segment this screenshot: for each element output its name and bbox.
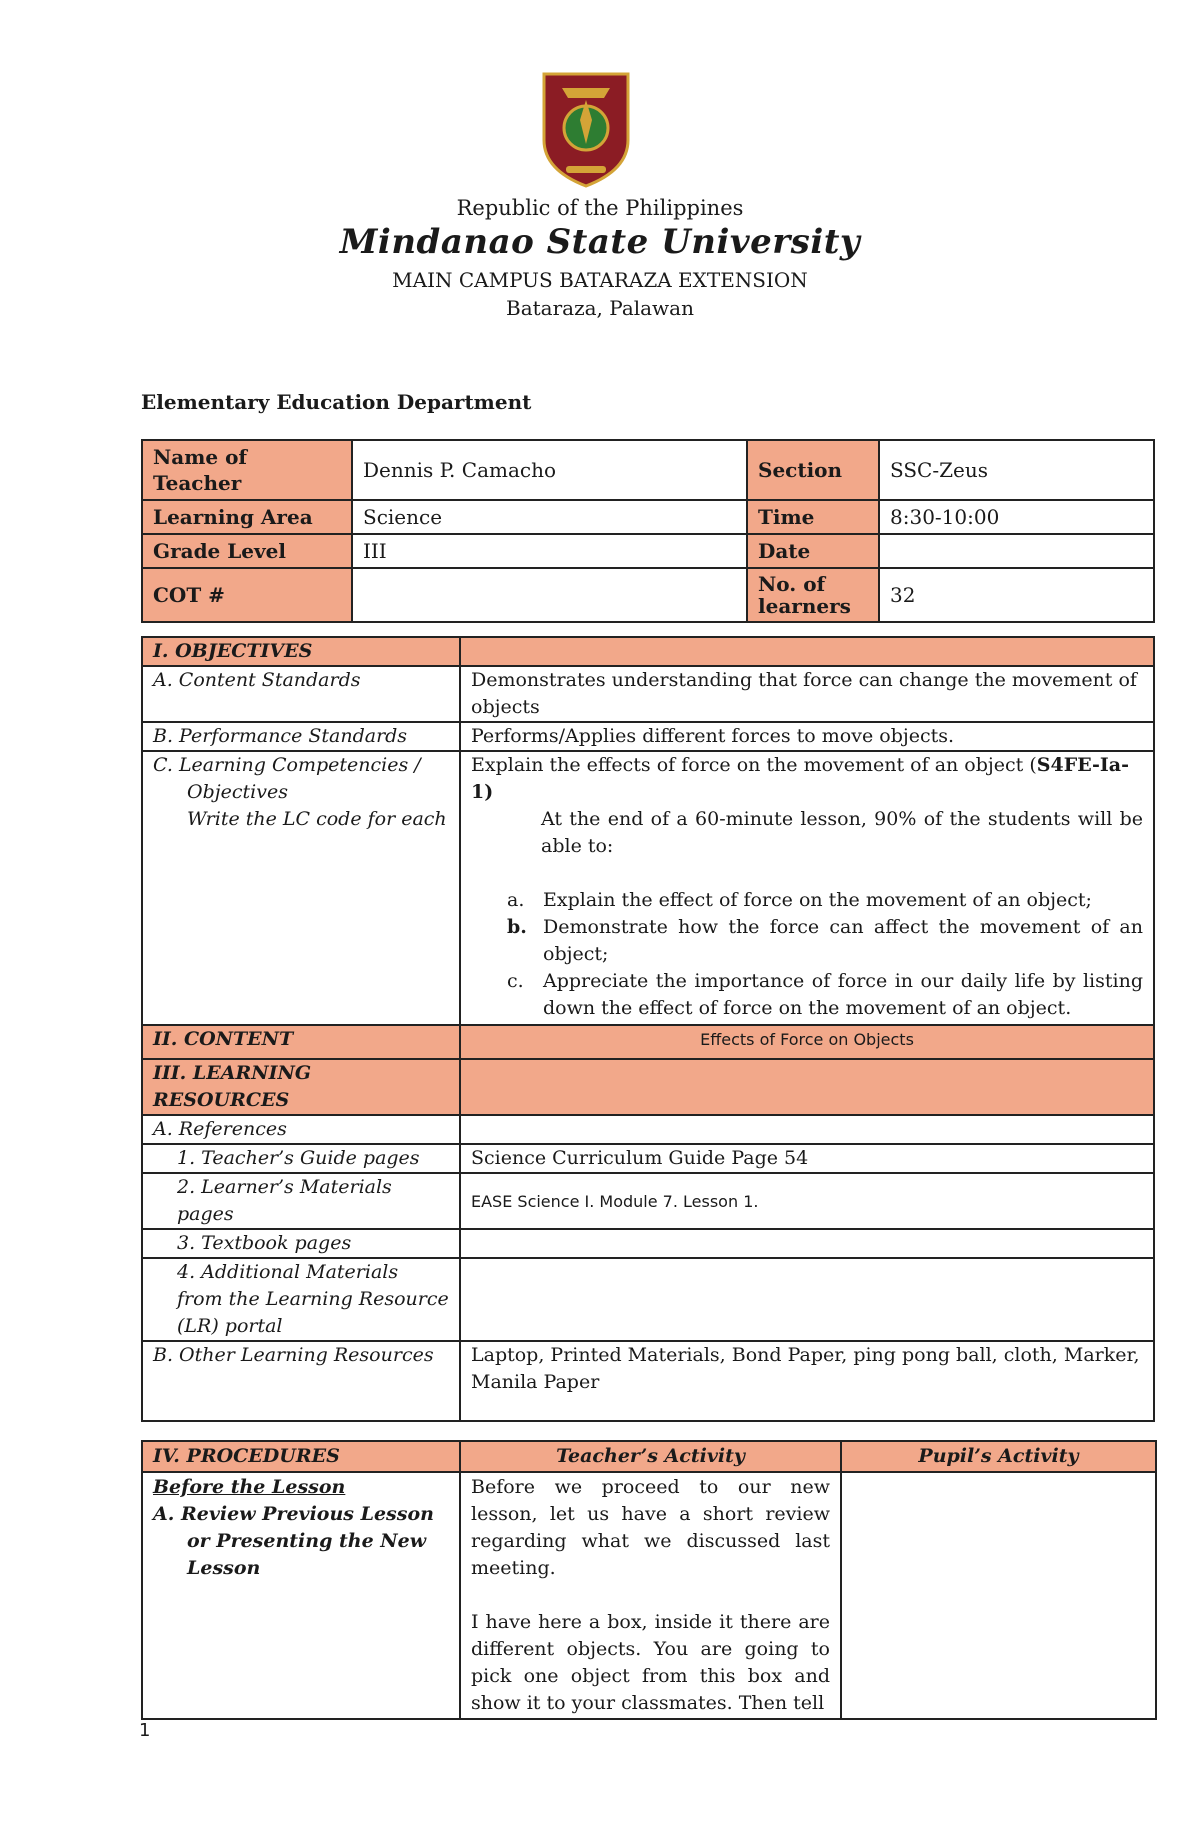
content-standards-value: Demonstrates understanding that force can change the movement of objects — [460, 666, 1154, 722]
teachers-guide-label: 1. Teacher’s Guide pages — [142, 1144, 460, 1173]
list-item: b. Demonstrate how the force can affect the movement of an object; — [507, 916, 1143, 965]
learners-materials-value: EASE Science I. Module 7. Lesson 1. — [460, 1173, 1154, 1229]
resources-heading-blank — [460, 1059, 1154, 1115]
learners-value: 32 — [879, 568, 1154, 622]
content-standards-label: A. Content Standards — [142, 666, 460, 722]
section-value: SSC-Zeus — [879, 440, 1154, 500]
additional-materials-value — [460, 1258, 1154, 1341]
area-label: Learning Area — [142, 500, 352, 534]
pupil-activity-heading: Pupil’s Activity — [841, 1441, 1156, 1472]
pupil-activity-cell — [841, 1472, 1156, 1719]
university-name: Mindanao State University — [339, 222, 861, 262]
objectives-heading: I. OBJECTIVES — [142, 637, 460, 666]
campus-name: MAIN CAMPUS BATARAZA EXTENSION — [392, 268, 808, 292]
town-name: Bataraza, Palawan — [506, 296, 694, 320]
objectives-table — [141, 636, 1155, 1422]
list-item: c. Appreciate the importance of force in our daily life by listing down the effect of force on the movement of an object. — [507, 970, 1143, 1019]
resources-heading: III. LEARNING RESOURCES — [142, 1059, 460, 1115]
textbook-label: 3. Textbook pages — [142, 1229, 460, 1258]
area-value: Science — [352, 500, 747, 534]
content-value: Effects of Force on Objects — [460, 1025, 1154, 1059]
review-lesson-label: A. Review Previous Lesson or Presenting the New Lesson — [153, 1503, 434, 1579]
learners-materials-label: 2. Learner’s Materials pages — [142, 1173, 460, 1229]
learning-competencies-value — [460, 751, 1154, 1025]
lc-label-line-3: Write the LC code for each — [187, 808, 447, 830]
lc-statement-text: Explain the effects of force on the movement of an object ( — [471, 754, 1037, 776]
teacher-paragraph-2: I have here a box, inside it there are different objects. You are going to pick one object from this box and show it to your classmates. Then tell — [471, 1611, 830, 1714]
teachers-guide-value: Science Curriculum Guide Page 54 — [460, 1144, 1154, 1173]
grade-label: Grade Level — [142, 534, 352, 568]
before-lesson-label: Before the Lesson — [153, 1476, 346, 1498]
lc-statement — [471, 752, 1143, 806]
other-resources-label: B. Other Learning Resources — [142, 1341, 460, 1421]
objectives-heading-blank — [460, 637, 1154, 666]
procedures-heading: IV. PROCEDURES — [142, 1441, 460, 1472]
learning-competencies-label — [142, 751, 460, 1025]
content-heading: II. CONTENT — [142, 1025, 460, 1059]
teacher-activity-cell — [460, 1472, 841, 1719]
references-value — [460, 1115, 1154, 1144]
teacher-activity-heading: Teacher’s Activity — [460, 1441, 841, 1472]
references-label: A. References — [142, 1115, 460, 1144]
date-label: Date — [747, 534, 879, 568]
other-resources-value: Laptop, Printed Materials, Bond Paper, ping pong ball, cloth, Marker, Manila Paper — [460, 1341, 1154, 1421]
cot-label: COT # — [142, 568, 352, 622]
department-name: Elementary Education Department — [141, 390, 532, 414]
lc-label-line-1: C. Learning Competencies / — [153, 754, 421, 776]
teacher-value: Dennis P. Camacho — [352, 440, 747, 500]
section-label: Section — [747, 440, 879, 500]
republic-line: Republic of the Philippines — [456, 196, 744, 220]
list-item: a. Explain the effect of force on the movement of an object; — [507, 889, 1092, 911]
time-value: 8:30-10:00 — [879, 500, 1154, 534]
university-seal-icon — [540, 70, 632, 190]
time-label: Time — [747, 500, 879, 534]
lc-label-line-2: Objectives — [187, 781, 288, 803]
cot-value — [352, 568, 747, 622]
teacher-paragraph-1: Before we proceed to our new lesson, let us have a short review regarding what we discussed last meeting. — [471, 1476, 830, 1579]
lc-intro: At the end of a 60-minute lesson, 90% of the students will be able to: — [541, 808, 1143, 857]
lesson-info-table — [141, 439, 1155, 623]
objective-list — [471, 887, 1143, 1022]
page-number: 1 — [139, 1720, 151, 1741]
procedures-table — [141, 1440, 1157, 1720]
additional-materials-label: 4. Additional Materials from the Learning Resource (LR) portal — [142, 1258, 460, 1341]
date-value — [879, 534, 1154, 568]
lc-code: S4FE-Ia-1) — [471, 754, 1130, 803]
grade-value: III — [352, 534, 747, 568]
before-lesson-cell — [142, 1472, 460, 1719]
textbook-value — [460, 1229, 1154, 1258]
teacher-label: Name of Teacher — [142, 440, 352, 500]
performance-standards-value: Performs/Applies different forces to move objects. — [460, 722, 1154, 751]
performance-standards-label: B. Performance Standards — [142, 722, 460, 751]
learners-label: No. of learners — [747, 568, 879, 622]
